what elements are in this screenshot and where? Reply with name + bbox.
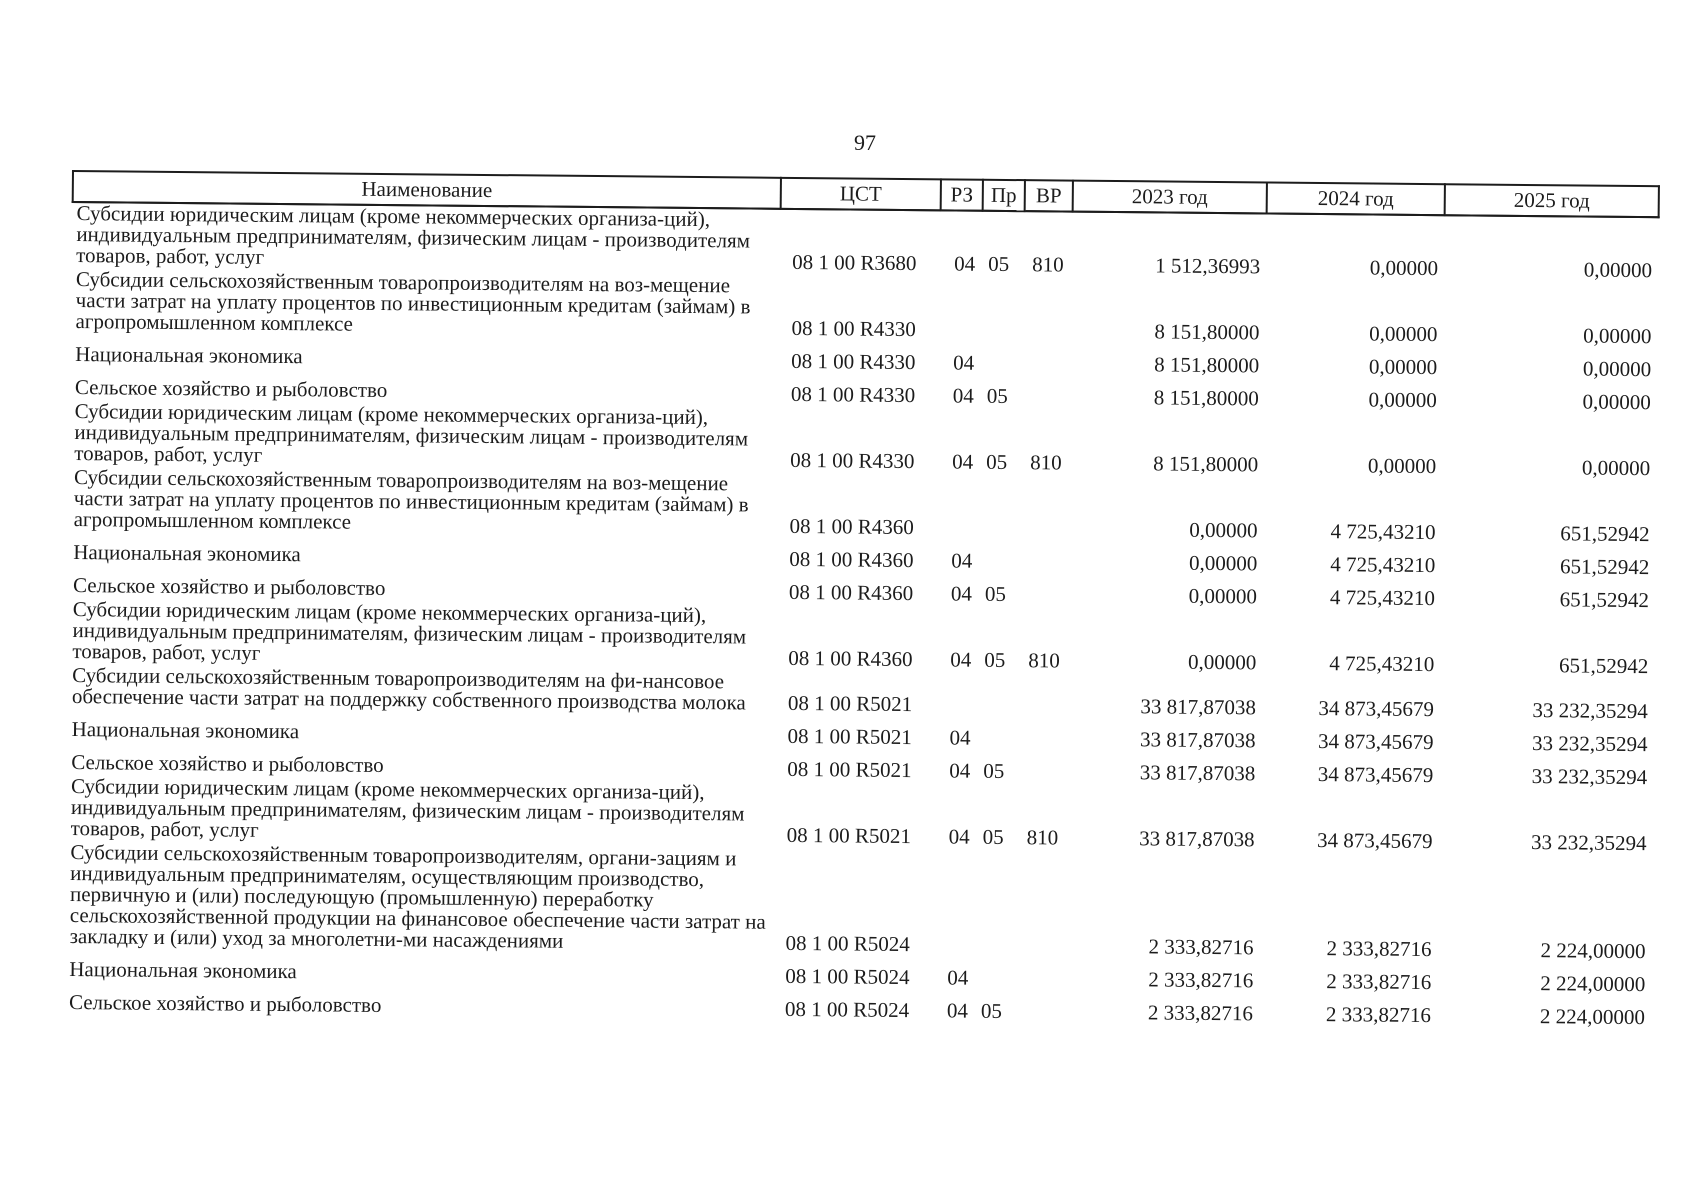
row-cst: 08 1 00 R4330 [791, 348, 916, 375]
row-2023: 33 817,87038 [1140, 694, 1257, 720]
row-vr [1023, 377, 1071, 410]
row-2025: 2 224,00000 [1539, 1004, 1646, 1030]
row-2025: 2 224,00000 [1540, 971, 1646, 997]
row-name: Субсидии юридическим лицам (кроме некоммерческих организа-ций), индивидуальным предпринимателям, физическим лицам - производителям товаров, работ, услуг [72, 597, 747, 665]
row-cst: 08 1 00 R4360 [788, 579, 914, 606]
row-rz [939, 277, 982, 343]
row-vr: 810 [1028, 648, 1060, 673]
row-2023: 0,00000 [1189, 517, 1258, 543]
row-rz [937, 475, 980, 541]
row-rz: 04 [952, 449, 974, 474]
row-2023: 0,00000 [1188, 550, 1258, 576]
row-name: Сельское хозяйство и рыболовство [68, 990, 382, 1018]
row-rz: 04 [947, 965, 969, 990]
row-2025: 33 232,35294 [1532, 698, 1648, 724]
row-vr [1023, 344, 1071, 377]
row-cst: 08 1 00 R5021 [787, 756, 912, 783]
row-cst: 08 1 00 R5021 [786, 822, 912, 849]
row-cst: 08 1 00 R3680 [792, 249, 917, 276]
row-cst: 08 1 00 R5024 [784, 996, 910, 1023]
row-rz: 04 [949, 725, 971, 750]
row-2025: 33 232,35294 [1531, 764, 1648, 790]
table-row [66, 842, 1653, 965]
row-rz: 04 [951, 548, 973, 573]
row-pr: 05 [986, 449, 1008, 474]
row-rz: 04 [950, 581, 973, 606]
row-name: Субсидии сельскохозяйственным товаропроизводителям, органи-зациям и индивидуальным предпринимателям, осуществляющим производство, первичную и (или) последующую (промышленную) переработку сельскохозяйственной продукции на финансовое обеспечение части затрат на закладку и (или) уход за многолетни-ми насаждениями [69, 840, 766, 953]
row-2023: 8 151,80000 [1153, 451, 1259, 477]
budget-table [64, 170, 1660, 1031]
row-rz [936, 673, 978, 718]
row-vr: 810 [1026, 825, 1059, 850]
row-name: Сельское хозяйство и рыболовство [71, 750, 384, 778]
row-2023: 1 512,36993 [1155, 253, 1261, 279]
header-2025: 2025 год [1445, 184, 1659, 217]
row-cst: 08 1 00 R4360 [789, 546, 914, 573]
row-pr: 05 [980, 998, 1003, 1023]
row-2024: 2 333,82716 [1325, 1002, 1432, 1028]
header-vr: ВР [1025, 180, 1073, 211]
row-cst: 08 1 00 R4360 [788, 645, 913, 672]
row-name: Субсидии юридическим лицам (кроме некоммерческих организа-ций), индивидуальным предпринимателям, физическим лицам - производителям товаров, работ, услуг [70, 774, 745, 842]
row-2024: 0,00000 [1368, 354, 1438, 380]
row-2024: 4 725,43210 [1329, 651, 1435, 677]
row-cst: 08 1 00 R4360 [789, 513, 914, 540]
row-2024: 34 873,45679 [1318, 695, 1435, 722]
row-2024: 0,00000 [1367, 453, 1437, 479]
header-2023: 2023 год [1073, 181, 1267, 214]
header-2024: 2024 год [1267, 182, 1445, 215]
row-2025: 651,52942 [1560, 521, 1650, 547]
row-name: Субсидии сельскохозяйственным товаропроизводителям на воз-мещение части затрат на уплату процентов по инвестиционным кредитам (займам) в агропромышленном комплексе [73, 465, 749, 534]
row-2023: 0,00000 [1188, 583, 1258, 609]
row-pr: 05 [988, 251, 1010, 276]
row-name: Сельское хозяйство и рыболовство [72, 573, 386, 601]
row-pr [975, 851, 1018, 959]
row-2024: 4 725,43210 [1329, 585, 1436, 611]
row-rz: 04 [946, 998, 969, 1023]
row-2025: 651,52942 [1559, 554, 1650, 580]
row-2024: 4 725,43210 [1330, 519, 1436, 545]
row-cst: 08 1 00 R4330 [790, 381, 916, 408]
row-vr [1021, 575, 1069, 608]
row-rz: 04 [954, 251, 976, 276]
header-name: Наименование [73, 171, 781, 209]
row-2023: 33 817,87038 [1139, 727, 1256, 753]
row-name: Национальная экономика [69, 957, 297, 984]
row-2023: 2 333,82716 [1147, 1000, 1254, 1026]
row-vr [1017, 851, 1066, 959]
row-cst: 08 1 00 R5021 [787, 723, 912, 750]
row-rz: 04 [952, 383, 974, 408]
row-2025: 0,00000 [1582, 356, 1652, 382]
row-2023: 8 151,80000 [1154, 319, 1260, 345]
row-2025: 0,00000 [1582, 389, 1651, 415]
row-2025: 33 232,35294 [1531, 830, 1647, 856]
row-vr [1021, 476, 1070, 542]
row-vr [1017, 959, 1065, 992]
row-vr: 810 [1032, 252, 1064, 277]
row-vr [1019, 752, 1067, 785]
row-2025: 651,52942 [1559, 587, 1650, 613]
row-2024: 34 873,45679 [1317, 827, 1433, 854]
row-rz [933, 850, 976, 958]
row-pr: 05 [982, 824, 1004, 849]
row-cst: 08 1 00 R5024 [785, 963, 910, 990]
row-rz: 04 [948, 824, 970, 849]
row-cst: 08 1 00 R5021 [787, 690, 913, 717]
row-name: Национальная экономика [75, 342, 303, 369]
row-2024: 0,00000 [1368, 387, 1437, 413]
row-2025: 651,52942 [1558, 653, 1649, 679]
row-name: Субсидии сельскохозяйственным товаропроизводителям на фи-нансовое обеспечение части затрат на поддержку собственного производства молока [71, 663, 746, 715]
header-pr: Пр [983, 180, 1025, 211]
row-rz: 04 [953, 350, 975, 375]
row-name: Субсидии сельскохозяйственным товаропроизводителям на воз-мещение части затрат на уплату процентов по инвестиционным кредитам (займам) в агропромышленном комплексе [75, 267, 751, 336]
row-2024: 0,00000 [1369, 255, 1439, 281]
row-2025: 2 224,00000 [1540, 938, 1646, 964]
row-2024: 2 333,82716 [1326, 936, 1432, 962]
row-name: Национальная экономика [73, 540, 301, 567]
header-cst: ЦСТ [781, 178, 941, 211]
page-number: 97 [854, 130, 876, 155]
row-2023: 8 151,80000 [1154, 352, 1260, 378]
row-2024: 34 873,45679 [1317, 728, 1434, 755]
row-2023: 2 333,82716 [1148, 967, 1254, 993]
header-rz: РЗ [941, 179, 983, 210]
row-pr [978, 674, 1020, 719]
row-rz: 04 [949, 758, 971, 783]
row-2023: 0,00000 [1187, 649, 1257, 675]
row-name: Субсидии юридическим лицам (кроме некоммерческих организа-ций), индивидуальным предпринимателям, физическим лицам - производителям товаров, работ, услуг [74, 399, 749, 467]
row-2025: 0,00000 [1581, 455, 1651, 481]
row-name: Сельское хозяйство и рыболовство [74, 375, 388, 403]
row-2025: 33 232,35294 [1531, 731, 1648, 757]
row-rz: 04 [950, 647, 972, 672]
row-vr: 810 [1030, 450, 1062, 475]
row-2023: 33 817,87038 [1139, 826, 1255, 852]
row-vr [1019, 719, 1067, 752]
row-vr [1023, 278, 1072, 344]
row-cst: 08 1 00 R5024 [785, 930, 910, 957]
row-2024: 4 725,43210 [1330, 552, 1436, 578]
row-pr [977, 719, 1019, 752]
row-pr [981, 344, 1023, 377]
row-pr [981, 278, 1024, 344]
row-2023: 2 333,82716 [1148, 934, 1254, 960]
row-name: Субсидии юридическим лицам (кроме некоммерческих организа-ций), индивидуальным предпринимателям, физическим лицам - производителям товаров, работ, услуг [76, 201, 751, 269]
row-pr: 05 [986, 383, 1008, 408]
row-pr: 05 [984, 581, 1007, 606]
row-vr [1020, 674, 1068, 719]
row-pr [979, 476, 1022, 542]
row-2024: 34 873,45679 [1317, 761, 1434, 788]
row-2025: 0,00000 [1583, 257, 1653, 283]
row-2023: 33 817,87038 [1139, 760, 1256, 786]
row-pr: 05 [983, 758, 1005, 783]
row-pr: 05 [984, 647, 1006, 672]
row-vr [1021, 542, 1069, 575]
row-cst: 08 1 00 R4330 [790, 447, 915, 474]
row-vr [1017, 992, 1065, 1025]
row-2024: 0,00000 [1369, 321, 1438, 347]
row-2024: 2 333,82716 [1326, 969, 1432, 995]
row-2025: 0,00000 [1583, 323, 1652, 349]
row-pr [975, 959, 1017, 992]
row-pr [979, 542, 1021, 575]
row-name: Национальная экономика [71, 717, 300, 744]
row-cst: 08 1 00 R4330 [791, 315, 916, 342]
row-2023: 8 151,80000 [1153, 385, 1259, 411]
